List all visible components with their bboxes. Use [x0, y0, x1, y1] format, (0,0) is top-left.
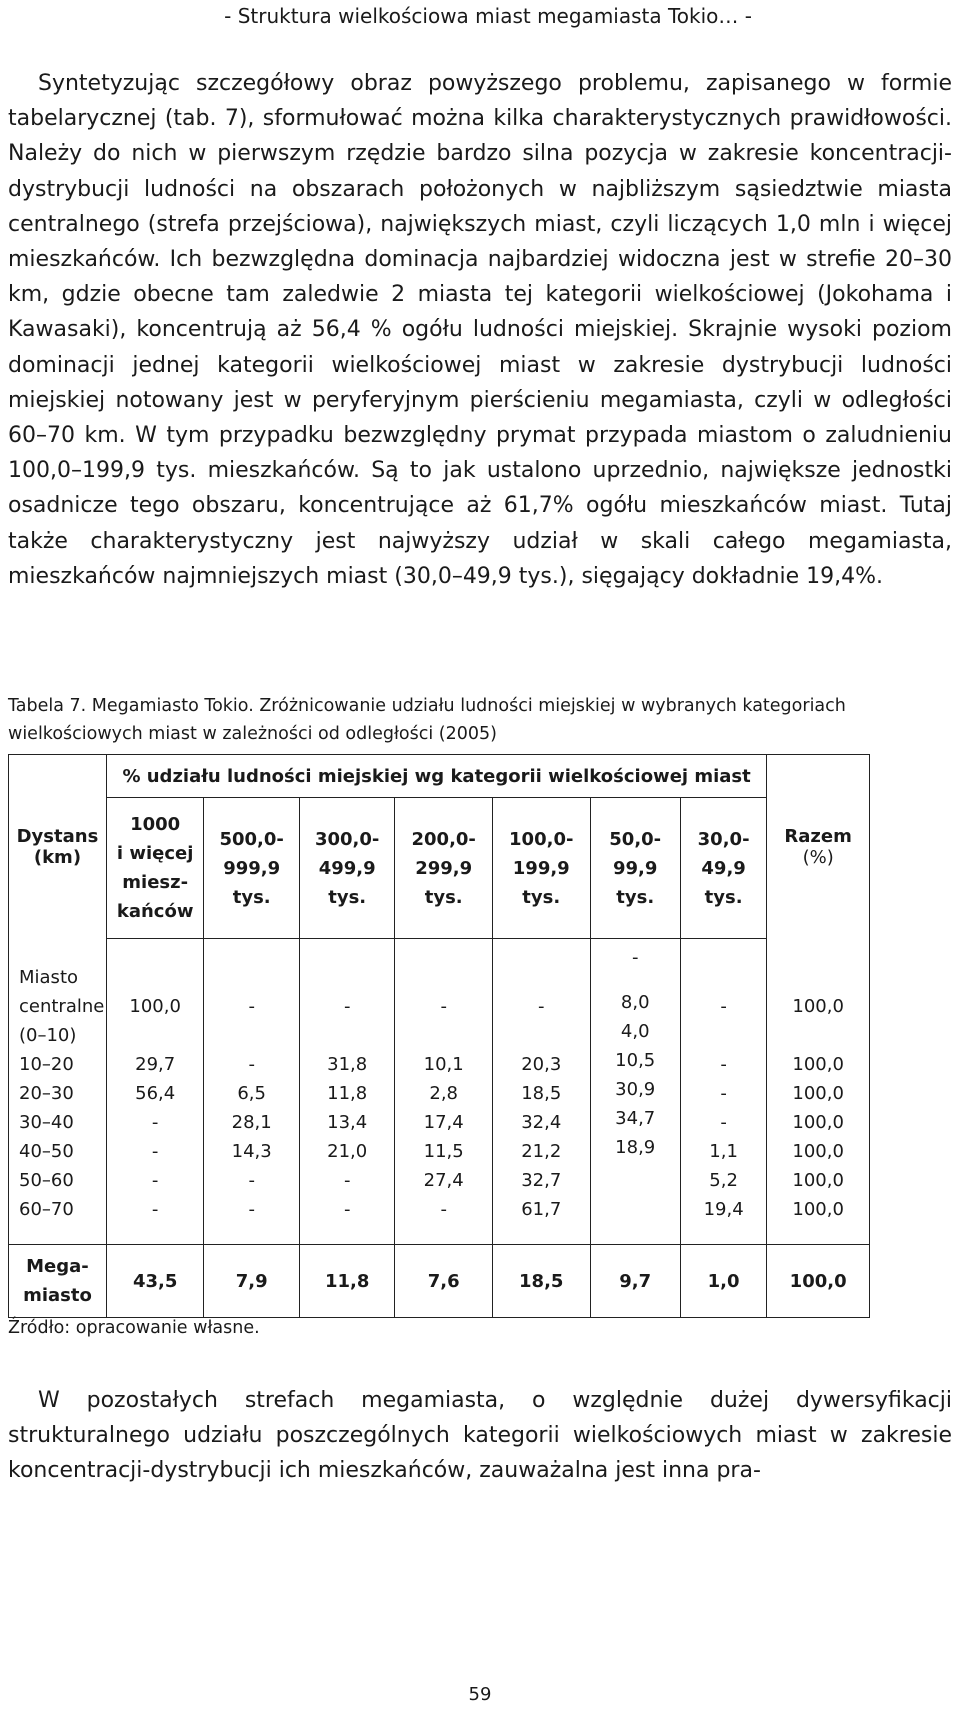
- total-header-line: (%): [802, 846, 834, 868]
- stub-column: [9, 939, 107, 1245]
- summary-cell: 7,6: [395, 1245, 493, 1318]
- stub-label: 30–40: [19, 1111, 74, 1133]
- table-cell: -: [720, 996, 727, 1017]
- table-cell: 14,3: [231, 1141, 272, 1162]
- table-cell: -: [537, 996, 545, 1017]
- table-cell: [493, 963, 590, 992]
- table-cell: 21,0: [327, 1141, 368, 1162]
- summary-label-line: Mega-: [26, 1256, 89, 1277]
- stub-label: 60–70: [19, 1198, 74, 1220]
- table-cell: 27,4: [423, 1170, 464, 1191]
- table-cell: 4,0: [620, 1021, 650, 1042]
- table-cell: 10,5: [615, 1050, 656, 1071]
- table-cell: 17,4: [423, 1112, 464, 1133]
- column-header: [299, 798, 395, 939]
- table-cell: [767, 963, 869, 992]
- data-table: [8, 754, 870, 1318]
- stub-label: 50–60: [19, 1169, 74, 1191]
- table-cell: 20,3: [521, 1054, 562, 1075]
- table-cell: [204, 1021, 299, 1050]
- column-header-line: 49,9: [701, 857, 746, 879]
- column-header-line: tys.: [704, 886, 743, 908]
- column-header: [395, 798, 493, 939]
- column-header-line: 100,0-: [509, 828, 574, 850]
- table-cell: -: [343, 1199, 351, 1220]
- table-cell: -: [151, 1141, 159, 1162]
- column-header-line: i więcej: [116, 843, 194, 864]
- value-column: [106, 939, 204, 1245]
- table-cell: 21,2: [521, 1141, 562, 1162]
- table-cell: -: [151, 1199, 159, 1220]
- column-header-line: tys.: [424, 886, 463, 908]
- column-header: [106, 798, 204, 939]
- table-cell: 18,5: [521, 1083, 562, 1104]
- column-header-line: tys.: [232, 886, 271, 908]
- table-cell: [300, 963, 395, 992]
- table-cell: [107, 1021, 204, 1050]
- value-column: [767, 939, 870, 1245]
- summary-label: [9, 1245, 107, 1318]
- table-cell: 61,7: [521, 1199, 562, 1220]
- value-column: [680, 939, 766, 1245]
- table-cell: [767, 1021, 869, 1050]
- table-cell: 10,1: [423, 1054, 464, 1075]
- group-header: % udziału ludności miejskiej wg kategorii wielkościowej miast: [106, 755, 766, 798]
- value-column: [299, 939, 395, 1245]
- stub-label: Miasto: [19, 966, 79, 988]
- column-header: [680, 798, 766, 939]
- value-column: [204, 939, 300, 1245]
- summary-cell: 43,5: [106, 1245, 204, 1318]
- table-cell: 100,0: [792, 1053, 844, 1075]
- value-column: [492, 939, 590, 1245]
- table-cell: 100,0: [792, 1082, 844, 1104]
- column-header-line: 200,0-: [411, 828, 476, 850]
- stub-label: centralne: [19, 995, 105, 1017]
- table-cell: [204, 963, 299, 992]
- table-cell: 5,2: [709, 1170, 738, 1191]
- stub-label: 10–20: [19, 1053, 74, 1075]
- column-header-line: 500,0-: [219, 828, 284, 850]
- table-cell: 100,0: [792, 995, 844, 1017]
- column-header: [590, 798, 680, 939]
- paragraph-2-text: W pozostałych strefach megamiasta, o względnie dużej dywersyfikacji strukturalnego udziału poszczególnych kategorii wielkościowych miast w zakresie koncentracji-dystrybucji ich mieszkańców, zauważalna jest inna pra-: [8, 1388, 952, 1484]
- table-cell: [395, 963, 492, 992]
- table-cell: [681, 1021, 766, 1050]
- column-header-line: 199,9: [512, 857, 570, 879]
- table-cell: 11,5: [423, 1141, 464, 1162]
- table-cell: 2,8: [429, 1083, 459, 1104]
- table-cell: -: [248, 1170, 255, 1191]
- column-header-line: 499,9: [318, 857, 376, 879]
- table-cell: -: [440, 1199, 447, 1220]
- table-cell: -: [343, 996, 351, 1017]
- table-cell: [681, 963, 766, 992]
- table-cell: -: [631, 947, 639, 968]
- summary-cell: 11,8: [299, 1245, 395, 1318]
- column-header-line: 300,0-: [314, 828, 380, 850]
- column-header: [492, 798, 590, 939]
- stub-header-line: (km): [33, 846, 82, 868]
- stub-header-line: Dystans: [16, 825, 99, 847]
- table-cell: 19,4: [703, 1199, 744, 1220]
- table-cell: 100,0: [792, 1169, 844, 1191]
- table-cell: 32,4: [521, 1112, 562, 1133]
- summary-label-line: miasto: [23, 1285, 92, 1306]
- table-cell: 31,8: [327, 1054, 368, 1075]
- column-header-line: 50,0-: [609, 828, 662, 850]
- table-cell: -: [720, 1054, 727, 1075]
- stub-label: 20–30: [19, 1082, 74, 1104]
- table-cell: 8,0: [620, 992, 650, 1013]
- table-cell: -: [248, 1054, 255, 1075]
- summary-cell: 100,0: [767, 1245, 870, 1318]
- table-cell: 100,0: [792, 1198, 844, 1220]
- stub-header: [9, 755, 107, 939]
- total-header-line: Razem: [784, 825, 852, 847]
- column-header-line: kańców: [116, 901, 194, 922]
- column-header-line: 99,9: [613, 857, 658, 879]
- table-cell: 6,5: [237, 1083, 266, 1104]
- column-header-line: tys.: [616, 886, 655, 908]
- column-header-line: 999,9: [223, 857, 281, 879]
- table-cell: -: [248, 996, 255, 1017]
- table-cell: -: [151, 1112, 159, 1133]
- column-header: [204, 798, 300, 939]
- table-cell: 18,9: [615, 1137, 656, 1158]
- table-source: Źródło: opracowanie własne.: [8, 1318, 260, 1338]
- running-head: - Struktura wielkościowa miast megamiasta Tokio… -: [224, 4, 752, 28]
- table-cell: 100,0: [792, 1111, 844, 1133]
- table-cell: 11,8: [327, 1083, 368, 1104]
- table-cell: -: [248, 1199, 255, 1220]
- page-number: 59: [468, 1684, 492, 1705]
- summary-cell: 18,5: [492, 1245, 590, 1318]
- value-column: [590, 939, 680, 1245]
- table-caption: Tabela 7. Megamiasto Tokio. Zróżnicowanie udziału ludności miejskiej w wybranych kategoriach wielkościowych miast w zależności od odległości (2005): [8, 696, 846, 744]
- table-cell: 1,1: [709, 1141, 738, 1162]
- table-cell: [107, 963, 204, 992]
- table-cell: -: [151, 1170, 159, 1191]
- table-cell: 13,4: [327, 1112, 368, 1133]
- table-cell: -: [343, 1170, 351, 1191]
- table-cell: -: [720, 1112, 727, 1133]
- table-cell: 29,7: [135, 1054, 176, 1075]
- summary-cell: 9,7: [590, 1245, 680, 1318]
- paragraph-2: [8, 1383, 952, 1489]
- table-cell: 100,0: [129, 996, 181, 1017]
- paragraph-1: [8, 66, 952, 594]
- table-cell: 100,0: [792, 1140, 844, 1162]
- table-cell: 34,7: [615, 1108, 656, 1129]
- total-header: [767, 755, 870, 939]
- table-cell: [493, 1021, 590, 1050]
- summary-cell: 7,9: [204, 1245, 300, 1318]
- column-header-line: tys.: [522, 886, 561, 908]
- table-cell: 28,1: [231, 1112, 272, 1133]
- stub-label: (0–10): [19, 1024, 77, 1046]
- table-cell: [395, 1021, 492, 1050]
- table-cell: [300, 1021, 395, 1050]
- stub-label: 40–50: [19, 1140, 74, 1162]
- table-cell: 30,9: [615, 1079, 656, 1100]
- value-column: [395, 939, 493, 1245]
- column-header-line: 299,9: [415, 857, 473, 879]
- column-header-line: miesz-: [122, 872, 189, 893]
- table-cell: -: [440, 996, 447, 1017]
- paragraph-1-text: Syntetyzując szczegółowy obraz powyższego problemu, zapisanego w formie tabelarycznej (tab. 7), sformułować można kilka charakterystycznych prawidłowości. Należy do nich w pierwszym rzędzie bardzo silna pozycja w zakresie koncentracji-dystrybucji ludności na obszarach położonych w najbliższym sąsiedztwie miasta centralnego (strefa przejściowa), największych miast, czyli liczących 1,0 mln i więcej mieszkańców. Ich bezwzględna dominacja najbardziej widoczna jest w strefie 20–30 km, gdzie obecne tam zaledwie 2 miasta tej kategorii wielkościowej (Jokohama i Kawasaki), koncentrują aż 56,4 % ogółu ludności miejskiej. Skrajnie wysoki poziom dominacji jednej kategorii wielkościowej miast w zakresie dystrybucji ludności miejskiej notowany jest w peryferyjnym pierścieniu megamiasta, czyli w odległości 60–70 km. W tym przypadku bezwzględny prymat przypada miastom o zaludnieniu 100,0–199,9 tys. mieszkańców. Są to jak ustalono uprzednio, największe jednostki osadnicze tego obszaru, koncentrujące aż 61,7% ogółu mieszkańców miast. Tutaj także charakterystyczny jest najwyższy udział w skali całego megamiasta, mieszkańców najmniejszych miast (30,0–49,9 tys.), sięgający dokładnie 19,4%.: [8, 71, 952, 589]
- summary-cell: 1,0: [680, 1245, 766, 1318]
- table-cell: 56,4: [135, 1083, 176, 1104]
- table-cell: 32,7: [521, 1170, 562, 1191]
- column-header-line: 30,0-: [697, 828, 750, 850]
- column-header-line: 1000: [130, 814, 181, 835]
- table-7: [8, 754, 870, 1318]
- table-cell: -: [720, 1083, 727, 1104]
- column-header-line: tys.: [328, 886, 367, 908]
